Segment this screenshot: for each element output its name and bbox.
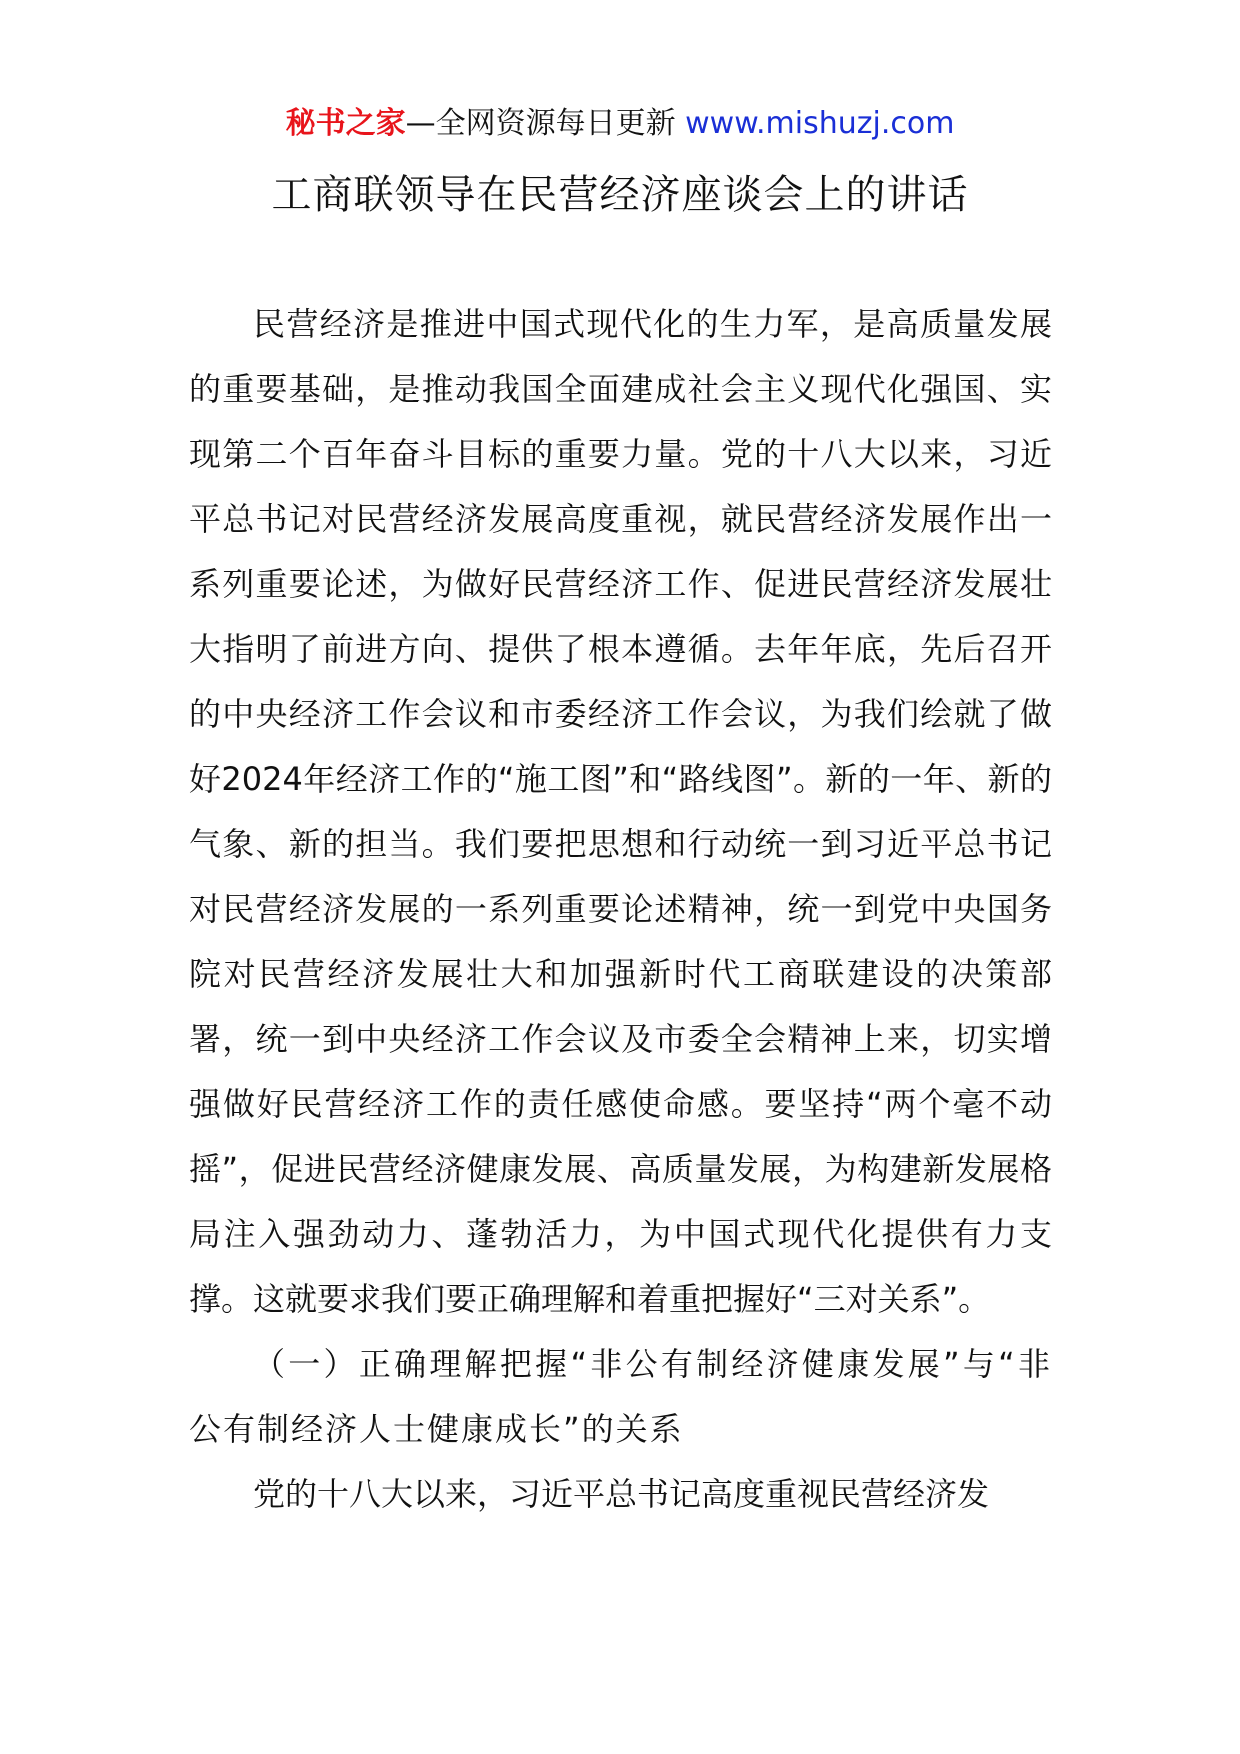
site-slogan: —全网资源每日更新 [405,106,676,141]
site-brand: 秘书之家 [285,106,406,141]
document-body [189,292,1052,1527]
site-url-link[interactable]: www.mishuzj.com [685,106,955,141]
body-paragraph: 党的十八大以来，习近平总书记高度重视民营经济发 [253,1475,990,1513]
document-title: 工商联领导在民营经济座谈会上的讲话 [271,172,969,218]
section-heading: （一）正确理解把握“非公有制经济健康发展”与“非公有制经济人士健康成长”的关系 [189,1345,1052,1448]
site-header [0,104,1240,144]
body-paragraph: 民营经济是推进中国式现代化的生力军，是高质量发展的重要基础，是推动我国全面建成社会主义现代化强国、实现第二个百年奋斗目标的重要力量。党的十八大以来，习近平总书记对民营经济发展高度重视，就民营经济发展作出一系列重要论述，为做好民营经济工作、促进民营经济发展壮大指明了前进方向、提供了根本遵循。去年年底，先后召开的中央经济工作会议和市委经济工作会议，为我们绘就了做好2024年经济工作的“施工图”和“路线图”。新的一年、新的气象、新的担当。我们要把思想和行动统一到习近平总书记对民营经济发展的一系列重要论述精神，统一到党中央国务院对民营经济发展壮大和加强新时代工商联建设的决策部署，统一到中央经济工作会议及市委全会精神上来，切实增强做好民营经济工作的责任感使命感。要坚持“两个毫不动摇”，促进民营经济健康发展、高质量发展，为构建新发展格局注入强劲动力、蓬勃活力，为中国式现代化提供有力支撑。这就要求我们要正确理解和着重把握好“三对关系”。 [189,305,1052,1318]
